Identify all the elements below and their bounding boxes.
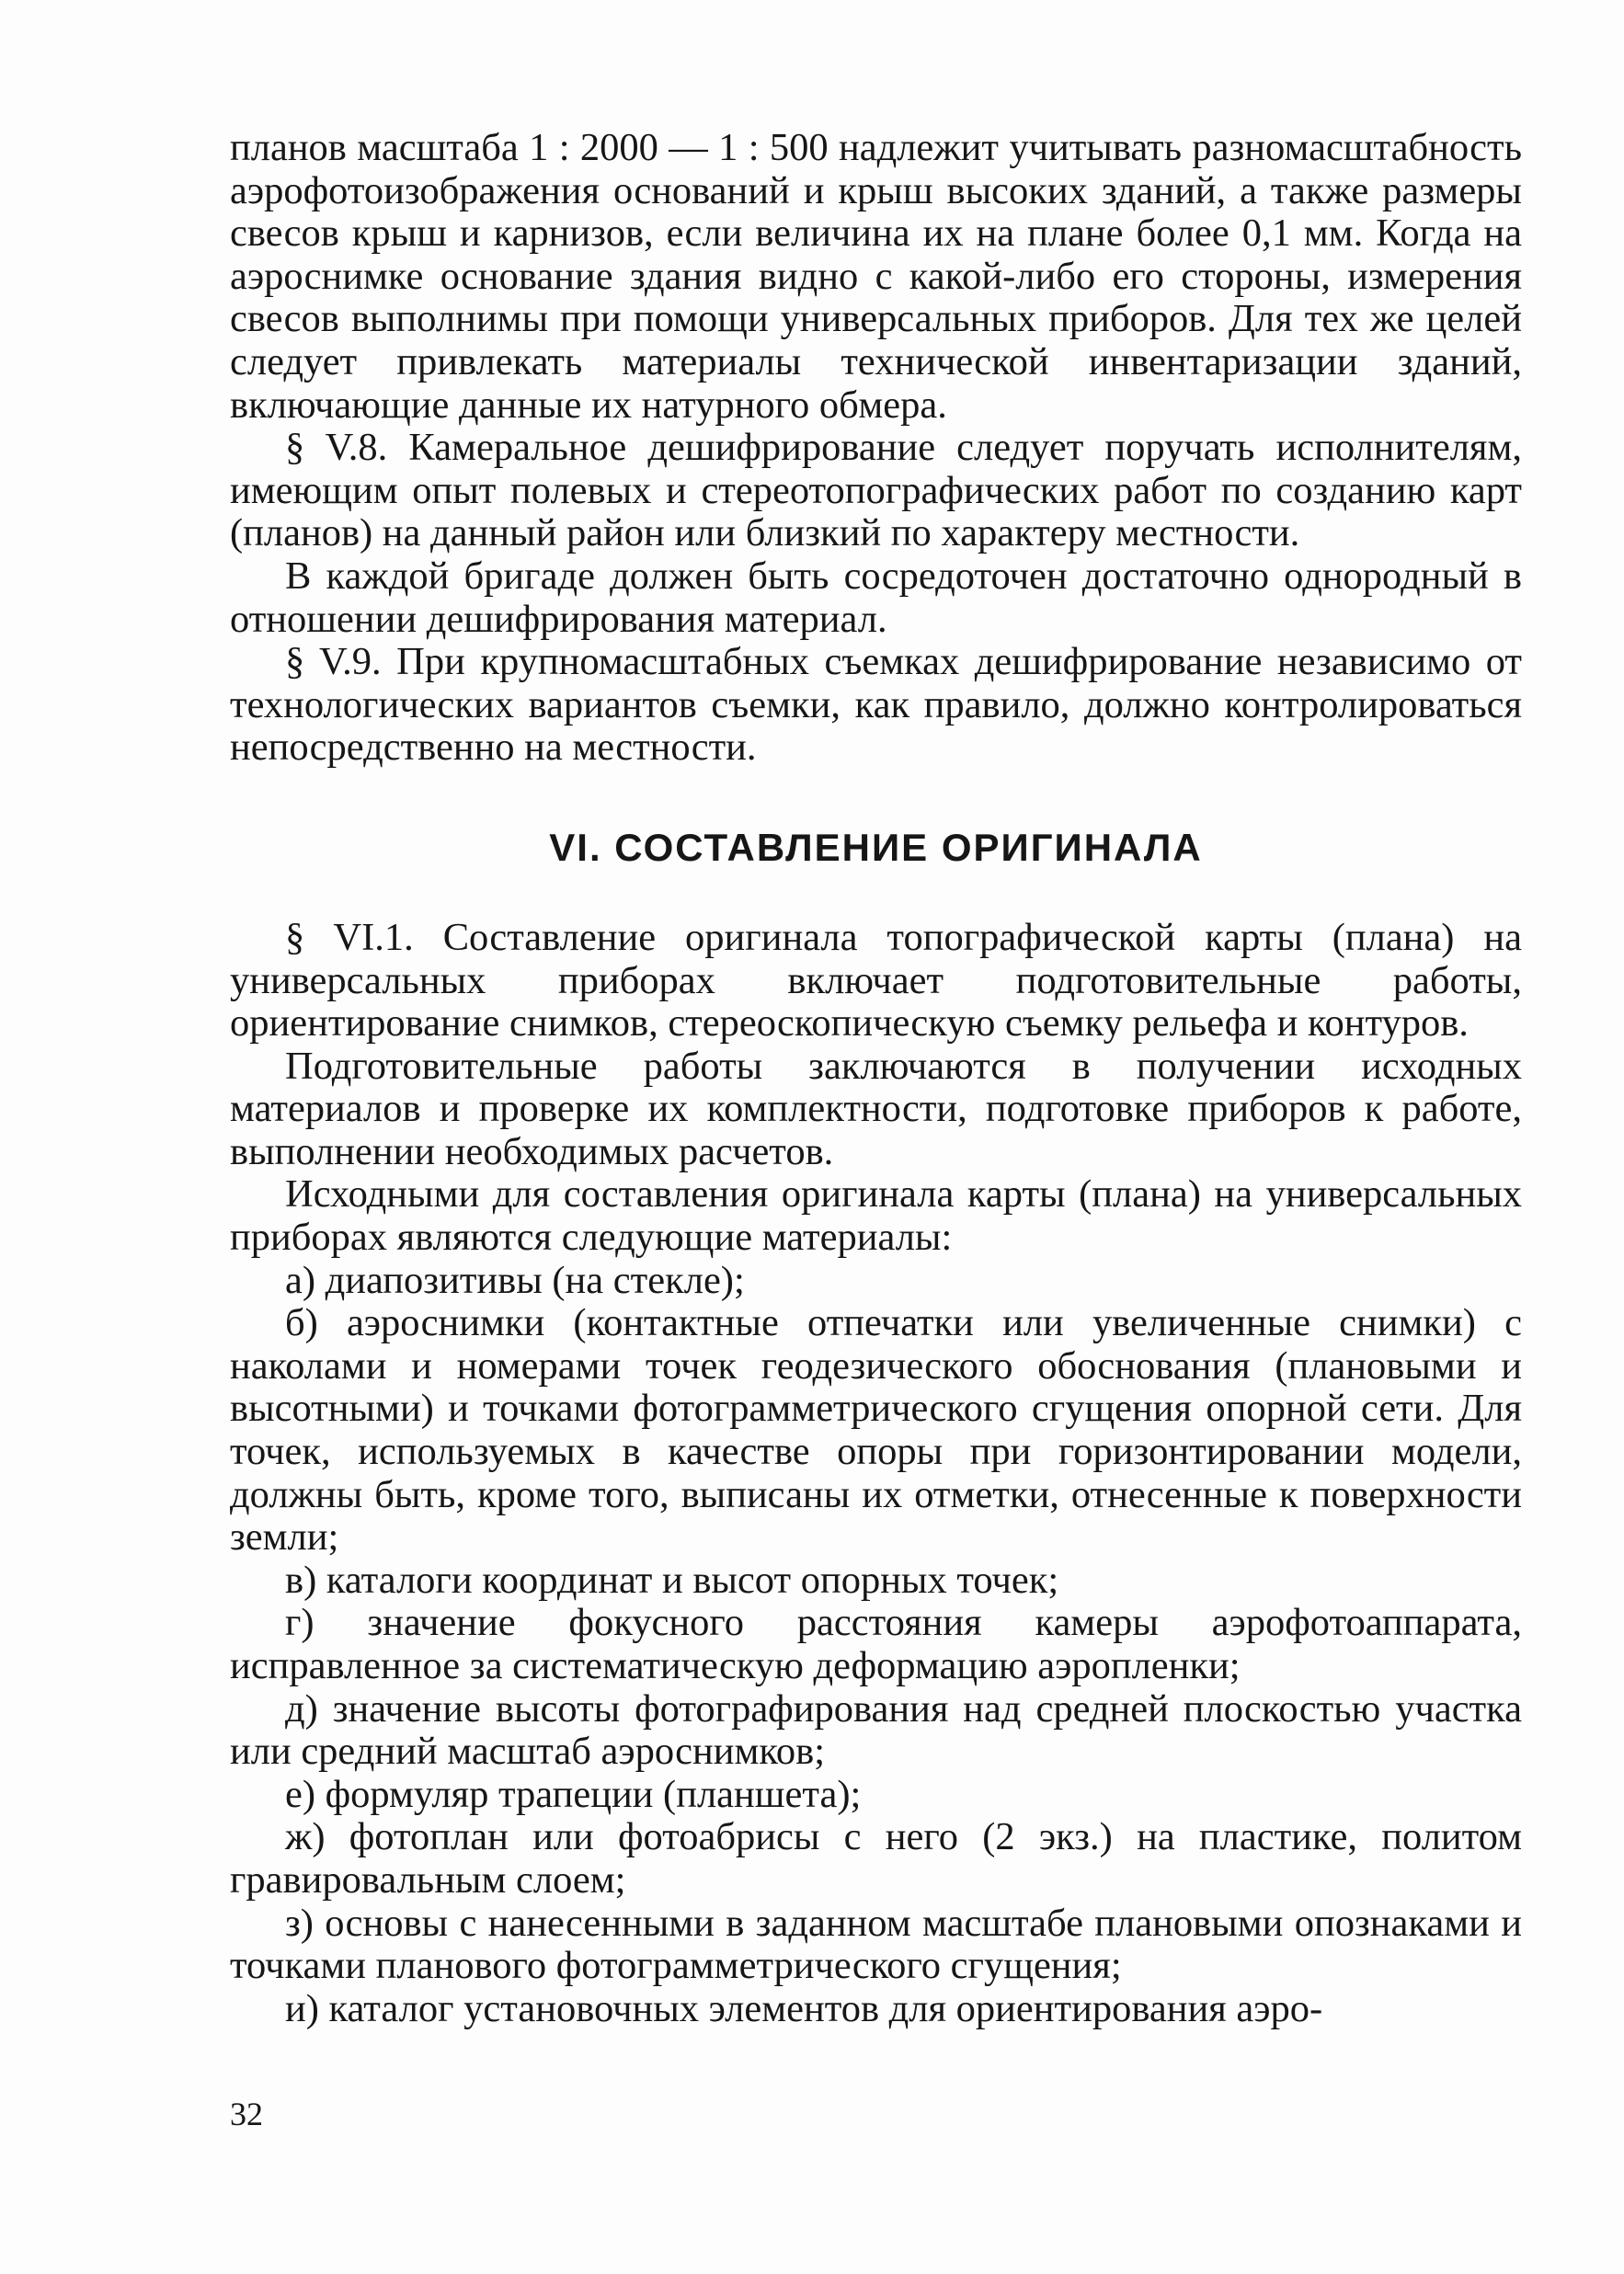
list-item: в) каталоги координат и высот опорных точек; bbox=[285, 1558, 1059, 1602]
list-item: г) значение фокусного расстояния камеры аэрофотоаппарата, исправленное за систематическую деформацию аэропленки; bbox=[230, 1601, 1522, 1687]
paragraph-source-materials: Исходными для составления оригинала карты (плана) на универсальных приборах являются следующие материалы: bbox=[230, 1172, 1522, 1260]
list-item: и) каталог установочных элементов для ориентирования аэро- bbox=[285, 1986, 1323, 2030]
list-item: а) диапозитивы (на стекле); bbox=[285, 1258, 745, 1302]
paragraph-v9: § V.9. При крупномасштабных съемках дешифрирование независимо от технологических вариантов съемки, как правило, должно контролироваться непосредственно на местности. bbox=[230, 640, 1522, 770]
list-item: ж) фотоплан или фотоабрисы с него (2 экз.) на пластике, политом гравировальным слоем; bbox=[230, 1815, 1522, 1902]
paragraph-v8: § V.8. Камеральное дешифрирование следует поручать исполнителям, имеющим опыт полевых и стереотопографических работ по созданию карт (планов) на данный район или близкий по характеру местности. bbox=[230, 426, 1522, 555]
page-number: 32 bbox=[230, 2096, 263, 2132]
paragraph-preparatory-work: Подготовительные работы заключаются в получении исходных материалов и проверке их комплектности, подготовке приборов к работе, выполнении необходимых расчетов. bbox=[230, 1044, 1522, 1173]
list-item: з) основы с нанесенными в заданном масштабе плановыми опознаками и точками планового фотограмметрического сгущения; bbox=[230, 1901, 1522, 1988]
paragraph-vi1: § VI.1. Составление оригинала топографической карты (плана) на универсальных приборах включает подготовительные работы, ориентирование снимков, стереоскопическую съемку рельефа и контуров. bbox=[230, 915, 1522, 1046]
body-text bbox=[230, 127, 1522, 2030]
list-item: б) аэроснимки (контактные отпечатки или увеличенные снимки) с наколами и номерами точек геодезического обоснования (плановыми и высотными) и точками фотограмметрического сгущения опорной сети. Для точек, используемых в качестве опоры при горизонтировании модели, должны быть, кроме того, выписаны их отметки, отнесенные к поверхности земли; bbox=[230, 1301, 1522, 1560]
list-item: е) формуляр трапеции (планшета); bbox=[285, 1772, 862, 1816]
section-heading: VI. СОСТАВЛЕНИЕ ОРИГИНАЛА bbox=[549, 825, 1203, 869]
paragraph-brigade: В каждой бригаде должен быть сосредоточен достаточно однородный в отношении дешифрирования материал. bbox=[230, 554, 1522, 641]
paragraph-continuation: планов масштаба 1 : 2000 — 1 : 500 надлежит учитывать разномасштабность аэрофотоизображения оснований и крыш высоких зданий, а также размеры свесов крыш и карнизов, если величина их на плане более 0,1 мм. Когда на аэроснимке основание здания видно с какой-либо его стороны, измерения свесов выполнимы при помощи универсальных приборов. Для тех же целей следует привлекать материалы технической инвентаризации зданий, включающие данные их натурного обмера. bbox=[230, 126, 1522, 427]
list-item: д) значение высоты фотографирования над средней плоскостью участка или средний масштаб аэроснимков; bbox=[230, 1686, 1522, 1774]
